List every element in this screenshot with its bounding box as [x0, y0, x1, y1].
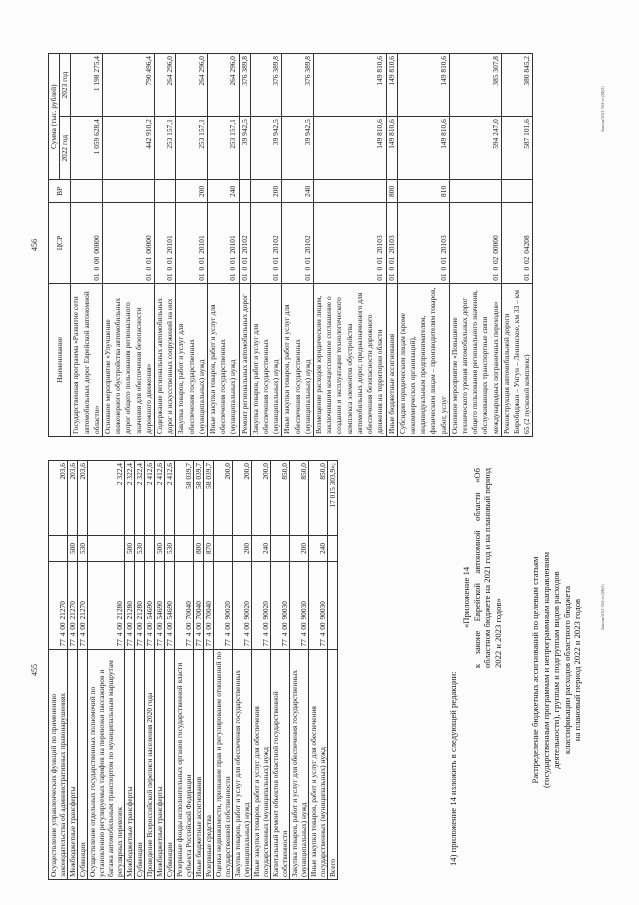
row-name: Межбюджетные трансферты — [155, 649, 165, 879]
row-sum-2023: 376 389,8 — [282, 54, 314, 117]
row-vr — [271, 536, 290, 561]
row-vr: 200 — [250, 180, 282, 203]
row-csr: 77 4 00 54690 — [145, 561, 155, 649]
row-vr — [145, 536, 155, 561]
table-row — [49, 461, 68, 880]
header-2023: 2023 год — [60, 54, 71, 117]
row-csr: 01 0 01 20103 — [386, 203, 397, 283]
table-row — [103, 54, 155, 437]
title-line: (государственным программам и непрограммным направлениям — [540, 551, 551, 789]
title-line: на плановый период 2022 и 2023 годов — [572, 598, 582, 742]
row-sum: 2 322,4 — [135, 461, 145, 536]
table-row — [239, 54, 250, 437]
table-row — [165, 461, 175, 880]
row-sum-2023: 385 307,8 — [449, 54, 501, 117]
row-sum-2023: 376 389,8 — [250, 54, 282, 117]
table-row — [71, 54, 103, 437]
appendix-reference — [461, 468, 503, 668]
row-vr: 500 — [155, 536, 165, 561]
row-name: Всего — [328, 649, 338, 879]
row-vr: 800 — [194, 536, 204, 561]
row-name: Иные бюджетные ассигнования — [386, 283, 397, 436]
row-vr — [239, 180, 250, 203]
row-vr: 800 — [386, 180, 397, 203]
row-name: Резервные фонды исполнительных органов государственной власти субъекта Российской Федерации — [175, 649, 194, 879]
row-csr: 77 4 00 21280 — [88, 561, 125, 649]
row-name: Иные закупки товаров, работ и услуг для обеспечения государственных (муниципальных) нужд — [252, 649, 271, 879]
appendix-title — [530, 460, 583, 880]
row-vr: 200 — [290, 536, 309, 561]
table-row — [282, 54, 314, 437]
row-vr: 200 — [176, 180, 208, 203]
row-sum-2023: 149 810,6 — [386, 54, 397, 117]
table-row — [68, 461, 78, 880]
row-csr: 77 4 00 21280 — [125, 561, 135, 649]
table-row — [145, 461, 155, 880]
table-row — [175, 461, 194, 880]
page-number: 456 — [30, 239, 39, 251]
row-vr: 240 — [252, 536, 271, 561]
row-sum-2022: 39 942,5 — [250, 117, 282, 180]
row-name: Закупка товаров, работ и услуг для обеспечения государственных (муниципальных) нужд — [250, 283, 282, 436]
row-sum: 200,0 — [214, 461, 233, 536]
row-csr: 77 4 00 90030 — [290, 561, 309, 649]
appendix-line: к законе Еврейской автономной области «Об областном бюджете на 2021 год и на плановый период 2022 и 2023 годов» — [471, 468, 503, 668]
row-vr — [501, 180, 533, 203]
table-row — [449, 54, 501, 437]
row-sum-2022: 253 157,1 — [155, 117, 176, 180]
row-sum: 58 039,7 — [194, 461, 204, 536]
row-vr: 530 — [135, 536, 145, 561]
row-vr: 500 — [68, 536, 78, 561]
footer-code: Законы/2021-304-зо-ДФ(3) — [600, 86, 605, 132]
row-csr: 01 0 01 20101 — [176, 203, 208, 283]
page-456 — [0, 53, 639, 437]
header-sum: Сумма (тыс. рублей) — [49, 54, 60, 180]
row-sum-2022: 253 157,1 — [208, 117, 240, 180]
row-name: Закупка товаров, работ и услуг для обеспечения государственных (муниципальных) нужд — [233, 649, 252, 879]
table-row — [208, 54, 240, 437]
row-name: Иные закупки товаров, работ и услуг для обеспечения государственных (муниципальных) нужд — [309, 649, 328, 879]
row-csr: 01 0 01 20102 — [282, 203, 314, 283]
table-row — [155, 54, 176, 437]
row-csr: 01 0 01 20102 — [250, 203, 282, 283]
row-name: Оценка недвижимости, признание прав и регулирование отношений по государственной собственности — [214, 649, 233, 879]
row-vr — [314, 180, 386, 203]
row-sum: 2 322,4 — [88, 461, 125, 536]
row-vr: 240 — [208, 180, 240, 203]
row-sum-2023: 264 296,0 — [208, 54, 240, 117]
row-csr: 77 4 00 90030 — [309, 561, 328, 649]
row-name: Межбюджетные трансферты — [125, 649, 135, 879]
row-sum: 2 412,6 — [155, 461, 165, 536]
row-sum: 203,6 — [78, 461, 88, 536]
row-vr — [71, 180, 103, 203]
table-row — [386, 54, 397, 437]
row-sum-2022: 149 810,6 — [386, 117, 397, 180]
row-sum-2022: 442 910,2 — [103, 117, 155, 180]
table-row — [233, 461, 252, 880]
row-name: Проведение Всероссийской переписи населения 2020 года — [145, 649, 155, 879]
row-vr — [155, 180, 176, 203]
row-vr — [214, 536, 233, 561]
row-csr: 01 0 00 00000 — [71, 203, 103, 283]
table-row — [252, 461, 271, 880]
row-sum: 200,0 — [233, 461, 252, 536]
row-vr — [88, 536, 125, 561]
title-line: деятельности), группам и подгруппам видов расходов — [551, 571, 561, 769]
table-row — [271, 461, 290, 880]
row-sum-2022: 39 942,5 — [239, 117, 250, 180]
row-vr: 530 — [165, 536, 175, 561]
row-vr: 500 — [125, 536, 135, 561]
row-vr — [175, 536, 194, 561]
row-vr: 200 — [233, 536, 252, 561]
row-csr: 01 0 01 20102 — [239, 203, 250, 283]
row-csr — [328, 561, 338, 649]
table-row — [204, 461, 214, 880]
table-row — [290, 461, 309, 880]
row-vr — [328, 536, 338, 561]
row-csr: 01 0 01 20101 — [155, 203, 176, 283]
row-sum-2023: 264 296,0 — [176, 54, 208, 117]
table-row — [214, 461, 233, 880]
row-sum: 2 412,6 — [145, 461, 155, 536]
row-vr: 240 — [309, 536, 328, 561]
row-sum: 203,6 — [49, 461, 68, 536]
row-vr: 240 — [282, 180, 314, 203]
row-sum-2022: 594 247,0 — [449, 117, 501, 180]
row-csr: 77 4 00 70040 — [194, 561, 204, 649]
row-csr: 77 4 00 21270 — [49, 561, 68, 649]
row-vr — [49, 536, 68, 561]
row-csr: 77 4 00 90020 — [233, 561, 252, 649]
row-csr: 01 0 02 04208 — [501, 203, 533, 283]
row-sum-2022: 1 059 628,4 — [71, 117, 103, 180]
row-name: Иные бюджетные ассигнования — [194, 649, 204, 879]
header-vr: ВР — [49, 180, 71, 203]
header-name: Наименование — [49, 283, 71, 436]
row-sum: 17 015 303,9»; — [328, 461, 338, 536]
row-csr: 77 4 00 90030 — [271, 561, 290, 649]
table-row — [155, 461, 165, 880]
row-sum: 58 039,7 — [204, 461, 214, 536]
row-csr: 77 4 00 21270 — [68, 561, 78, 649]
row-csr: 01 0 01 00000 — [103, 203, 155, 283]
row-name: Иные закупки товаров, работ и услуг для обеспечения государственных (муниципальных) нужд — [282, 283, 314, 436]
row-vr: 870 — [204, 536, 214, 561]
row-csr: 77 4 00 54690 — [165, 561, 175, 649]
table-row — [250, 54, 282, 437]
row-name: Межбюджетные трансферты — [68, 649, 78, 879]
row-name: Государственная программа «Развитие сети автомобильных дорог Еврейской автономной области» — [71, 283, 103, 436]
row-name: Возмещение расходов юридическим лицам, заключившим концессионное соглашение о создании и эксплуатации технологического комплекса элементов обустройства автомобильных дорог, предназначенного для обеспечения безопасности дорожного движения на территории области — [314, 283, 386, 436]
row-name: Основное мероприятие «Улучшение инженерного обустройства автомобильных дорог общего пользования регионального значения для обеспечения безопасности дорожного движения» — [103, 283, 155, 436]
row-csr: 77 4 00 21280 — [135, 561, 145, 649]
row-sum-2023: 790 496,4 — [103, 54, 155, 117]
row-csr: 77 4 00 70040 — [204, 561, 214, 649]
row-csr: 01 0 01 20103 — [314, 203, 386, 283]
budget-table-continued — [48, 460, 338, 880]
row-sum: 850,0 — [271, 461, 290, 536]
row-name: Субвенции — [135, 649, 145, 879]
row-sum: 2 322,4 — [125, 461, 135, 536]
table-row — [78, 461, 88, 880]
row-csr: 77 4 00 70040 — [175, 561, 194, 649]
row-sum-2023: 376 389,8 — [239, 54, 250, 117]
budget-table — [48, 53, 533, 437]
row-vr — [449, 180, 501, 203]
row-name: Субсидии юридическим лицам (кроме некоммерческих организаций), индивидуальным предпринимателям, физическим лицам – производителям товаров, работ, услуг — [397, 283, 449, 436]
row-name: Основное мероприятие «Повышение технического уровня автомобильных дорог общего пользования регионального значения, обслуживающих транспортные связи международных пограничных переходов» — [449, 283, 501, 436]
title-line: Распределение бюджетных ассигнований по целевым статьям — [530, 556, 540, 784]
row-name: Реконструкция автомобильной дороги Биробиджан – Унгун – Ленинское, км 33 – км 65 (2 пусковой комплекс) — [501, 283, 533, 436]
row-name: Субвенции — [78, 649, 88, 879]
row-csr: 01 0 01 20103 — [397, 203, 449, 283]
table-row — [125, 461, 135, 880]
table-row — [194, 461, 204, 880]
row-sum-2023: 264 296,0 — [155, 54, 176, 117]
table-row — [176, 54, 208, 437]
row-name: Субвенции — [165, 649, 175, 879]
header-2022: 2022 год — [60, 117, 71, 180]
table-row — [397, 54, 449, 437]
row-sum-2023: 149 810,6 — [314, 54, 386, 117]
row-sum: 2 412,6 — [165, 461, 175, 536]
row-csr: 77 4 00 21270 — [78, 561, 88, 649]
row-sum-2023: 380 845,2 — [501, 54, 533, 117]
row-csr: 77 4 00 90020 — [214, 561, 233, 649]
row-sum-2022: 149 810,6 — [397, 117, 449, 180]
amendment-text: 14) приложение 14 изложить в следующей редакции: — [448, 671, 458, 866]
row-sum-2023: 149 810,6 — [397, 54, 449, 117]
row-csr: 77 4 00 90020 — [252, 561, 271, 649]
row-csr: 77 4 00 54690 — [155, 561, 165, 649]
row-sum-2022: 39 942,5 — [282, 117, 314, 180]
row-sum: 200,0 — [252, 461, 271, 536]
row-name: Закупка товаров, работ и услуг для обеспечения государственных (муниципальных) нужд — [176, 283, 208, 436]
table-row — [88, 461, 125, 880]
title-line: классификации расходов областного бюджета — [561, 586, 572, 755]
row-sum: 850,0 — [290, 461, 309, 536]
row-sum: 58 039,7 — [175, 461, 194, 536]
row-name: Осуществление управленческих функций по применению законодательства об административных правонарушениях — [49, 649, 68, 879]
row-vr — [103, 180, 155, 203]
row-csr: 01 0 02 00000 — [449, 203, 501, 283]
row-sum: 203,6 — [68, 461, 78, 536]
row-name: Осуществление отдельных государственных полномочий по установлению регулируемых тарифов на перевозки пассажиров и багажа автомобильным транспортом по муниципальным маршрутам регулярных перевозок — [88, 649, 125, 879]
row-csr: 01 0 01 20101 — [208, 203, 240, 283]
row-name: Ремонт региональных автомобильных дорог — [239, 283, 250, 436]
table-row — [135, 461, 145, 880]
row-sum-2022: 253 157,1 — [176, 117, 208, 180]
header-csr: ЦСР — [49, 203, 71, 283]
footer-code: Законы/2021-304-зо-ДФ(3) — [600, 584, 605, 630]
row-name: Иные закупки товаров, работ и услуг для обеспечения государственных (муниципальных) нужд — [208, 283, 240, 436]
row-name: Закупка товаров, работ и услуг для обеспечения государственных (муниципальных) нужд — [290, 649, 309, 879]
row-sum-2022: 149 810,6 — [314, 117, 386, 180]
row-name: Резервные средства — [204, 649, 214, 879]
table-row — [314, 54, 386, 437]
row-sum-2022: 587 101,6 — [501, 117, 533, 180]
row-vr: 810 — [397, 180, 449, 203]
appendix-line: «Приложение 14 — [461, 566, 471, 628]
row-sum: 850,0 — [309, 461, 328, 536]
row-sum-2023: 1 198 275,4 — [71, 54, 103, 117]
row-vr: 530 — [78, 536, 88, 561]
row-name: Капитальный ремонт объектов областной государственной собственности — [271, 649, 290, 879]
page-number: 455 — [30, 664, 39, 676]
row-name: Содержание региональных автомобильных дорог и искусственных сооружений на них — [155, 283, 176, 436]
table-row — [501, 54, 533, 437]
page-455 — [0, 460, 639, 880]
table-row — [309, 461, 328, 880]
table-row — [328, 461, 338, 880]
